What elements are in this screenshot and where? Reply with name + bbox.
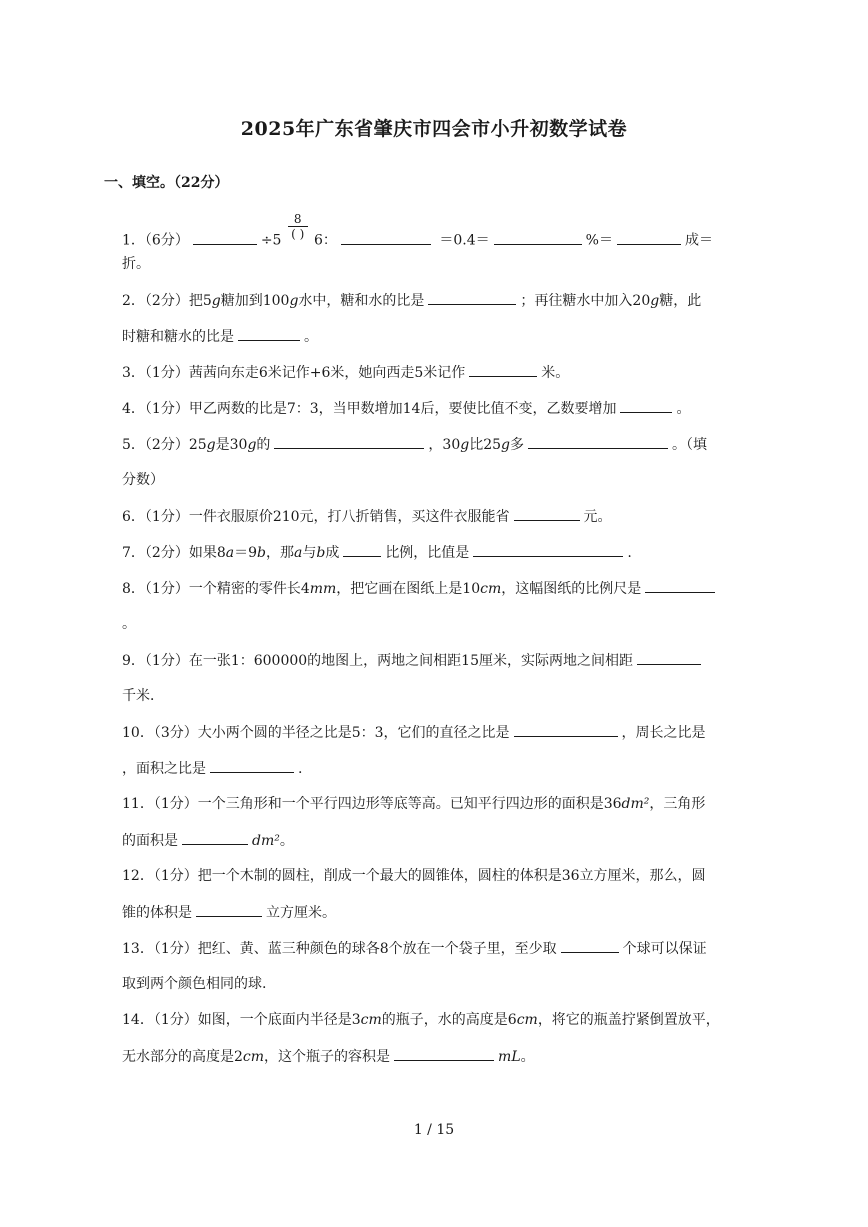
answer-blank bbox=[514, 506, 580, 521]
answer-blank bbox=[238, 326, 300, 341]
answer-blank bbox=[210, 758, 294, 773]
question-5-cont: 分数） bbox=[122, 472, 164, 488]
question-14: 14．（1分）如图，一个底面内半径是3cm的瓶子，水的高度是6cm，将它的瓶盖拧紧倒置放平， bbox=[122, 1012, 720, 1028]
answer-blank bbox=[494, 230, 582, 245]
question-12: 12．（1分）把一个木制的圆柱，削成一个最大的圆锥体，圆柱的体积是36立方厘米，那么，圆 bbox=[122, 868, 706, 884]
question-13: 13．（1分）把红、黄、蓝三种颜色的球各8个放在一个袋子里，至少取 个球可以保证 bbox=[122, 938, 707, 959]
question-12-cont: 锥的体积是 立方厘米。 bbox=[122, 902, 336, 923]
answer-blank bbox=[620, 398, 672, 413]
question-2: 2．（2分）把5g糖加到100g水中，糖和水的比是 ；再往糖水中加入20g糖，此 bbox=[122, 290, 701, 311]
answer-blank bbox=[473, 542, 623, 557]
answer-blank bbox=[514, 722, 618, 737]
answer-blank bbox=[274, 434, 424, 449]
section-heading: 一、填空。（22分） bbox=[104, 175, 229, 191]
answer-blank bbox=[645, 578, 715, 593]
answer-blank bbox=[528, 434, 668, 449]
answer-blank bbox=[196, 902, 262, 917]
fraction: $\frac{8}{( )}$ bbox=[288, 212, 308, 241]
question-8-cont: 。 bbox=[122, 616, 136, 632]
question-10: 10．（3分）大小两个圆的半径之比是5：3，它们的直径之比是 ，周长之比是 bbox=[122, 722, 706, 743]
answer-blank bbox=[469, 362, 537, 377]
question-1-cont: 折。 bbox=[122, 256, 150, 272]
answer-blank bbox=[182, 830, 248, 845]
question-13-cont: 取到两个颜色相同的球. bbox=[122, 976, 267, 992]
answer-blank bbox=[428, 290, 516, 305]
answer-blank bbox=[394, 1046, 494, 1061]
question-9: 9．（1分）在一张1：600000的地图上，两地之间相距15厘米，实际两地之间相距 bbox=[122, 650, 705, 671]
question-7: 7．（2分）如果8a＝9b，那a与b成 比例，比值是 . bbox=[122, 542, 632, 563]
question-2-cont: 时糖和糖水的比是 。 bbox=[122, 326, 318, 347]
answer-blank bbox=[193, 230, 257, 245]
question-1: 1．（6分） ÷5 $\frac{8}{( )}$ 6： ＝0.4＝ %＝ 成＝ bbox=[122, 212, 713, 249]
page-number: 1 / 15 bbox=[413, 1122, 455, 1138]
page-title: 2025年广东省肇庆市四会市小升初数学试卷 bbox=[240, 118, 628, 140]
question-9-cont: 千米． bbox=[122, 688, 164, 704]
answer-blank bbox=[637, 650, 701, 665]
question-8: 8．（1分）一个精密的零件长4mm，把它画在图纸上是10cm，这幅图纸的比例尺是 bbox=[122, 578, 719, 599]
question-14-cont: 无水部分的高度是2cm，这个瓶子的容积是 mL。 bbox=[122, 1046, 535, 1067]
question-6: 6．（1分）一件衣服原价210元，打八折销售，买这件衣服能省 元。 bbox=[122, 506, 612, 527]
question-11: 11．（1分）一个三角形和一个平行四边形等底等高。已知平行四边形的面积是36dm²，三角形 bbox=[122, 796, 706, 812]
question-10-cont: ，面积之比是 . bbox=[122, 758, 302, 779]
question-5: 5．（2分）25g是30g的 ，30g比25g多 。（填 bbox=[122, 434, 707, 455]
question-11-cont: 的面积是 dm²。 bbox=[122, 830, 294, 851]
answer-blank bbox=[561, 938, 619, 953]
answer-blank bbox=[341, 230, 431, 245]
question-4: 4．（1分）甲乙两数的比是7：3，当甲数增加14后，要使比值不变，乙数要增加 。 bbox=[122, 398, 690, 419]
answer-blank bbox=[343, 542, 381, 557]
question-3: 3．（1分）茜茜向东走6米记作+6米，她向西走5米记作 米。 bbox=[122, 362, 569, 383]
answer-blank bbox=[617, 230, 681, 245]
